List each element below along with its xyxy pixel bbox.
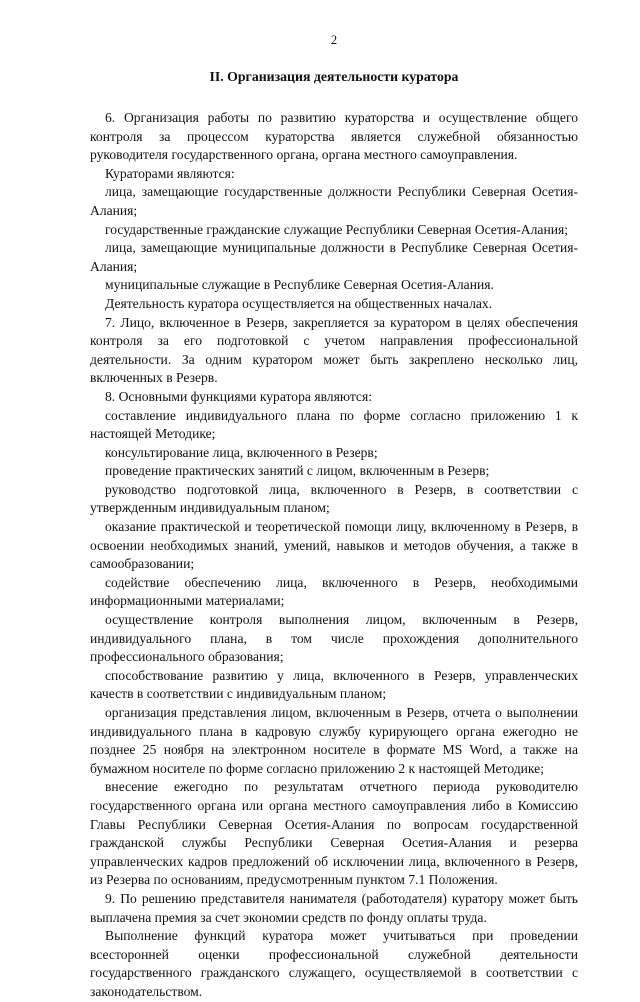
paragraph: лица, замещающие муниципальные должности в Республике Северная Осетия-Алания; [90, 240, 578, 274]
section-title: II. Организация деятельности куратора [209, 69, 459, 84]
paragraph: 6. Организация работы по развитию кураторства и осуществление общего контроля за процессом кураторства является служебной обязанностью руководителя государственного органа, органа местного самоуправления. [90, 110, 578, 163]
paragraph: содействие обеспечению лица, включенного в Резерв, необходимыми информационными материалами; [90, 574, 578, 609]
paragraph: внесение ежегодно по результатам отчетного периода руководителю государственного органа или органа местного самоуправления либо в Комиссию Главы Республики Северная Осетия-Алания по вопросам государственной гражданской службы Республики Северная Осетия-Алания и резерва управленческих кадров предложений об исключении лица, включенного в Резерв, из Резерва по основаниям, предусмотренным пунктом 7.1 Положения. [90, 779, 578, 888]
paragraph: способствование развитию у лица, включенного в Резерв, управленческих качеств в соответствии с индивидуальным планом; [90, 667, 578, 702]
paragraph: 8. Основными функциями куратора являются: [105, 388, 372, 404]
paragraph: Кураторами являются: [105, 165, 235, 181]
paragraph: оказание практической и теоретической помощи лицу, включенному в Резерв, в освоении необходимых знаний, умений, навыков и методов обучения, а также в самообразовании; [90, 519, 578, 572]
page-number: 2 [330, 33, 338, 47]
paragraph: осуществление контроля выполнения лицом, включенным в Резерв, индивидуального плана, в том числе прохождения дополнительного профессионального образования; [90, 612, 578, 665]
paragraph: организация представления лицом, включенным в Резерв, отчета о выполнении индивидуального плана в кадровую службу курирующего органа ежегодно не позднее 25 ноября на электронном носителе в формате MS Word, а также на бумажном носителе по форме согласно приложению 2 к настоящей Методике; [90, 705, 578, 776]
paragraph: Выполнение функций куратора может учитываться при проведении всесторонней оценки профессиональной служебной деятельности государственного гражданского служащего, осуществляемой в соответствии с законодательством. [90, 928, 578, 999]
paragraph: 9. По решению представителя нанимателя (работодателя) куратору может быть выплачена премия за счет экономии средств по фонду оплаты труда. [90, 890, 578, 925]
paragraph: 7. Лицо, включенное в Резерв, закрепляется за куратором в целях обеспечения контроля за его подготовкой с учетом направления профессиональной деятельности. За одним куратором может быть закреплено несколько лиц, включенных в Резерв. [90, 314, 578, 386]
paragraph: лица, замещающие государственные должности Республики Северная Осетия-Алания; [90, 184, 578, 218]
paragraph: проведение практических занятий с лицом, включенным в Резерв; [105, 463, 490, 479]
paragraph: составление индивидуального плана по форме согласно приложению 1 к настоящей Методике; [90, 407, 578, 442]
paragraph: муниципальные служащие в Республике Северная Осетия-Алания. [105, 277, 494, 293]
paragraph: государственные гражданские служащие Республики Северная Осетия-Алания; [105, 221, 569, 237]
document-page [90, 32, 578, 1002]
paragraph: руководство подготовкой лица, включенного в Резерв, в соответствии с утвержденным индивидуальным планом; [90, 481, 578, 516]
paragraph: консультирование лица, включенного в Резерв; [105, 444, 378, 460]
document-body [90, 109, 578, 1002]
paragraph: Деятельность куратора осуществляется на общественных началах. [105, 295, 493, 311]
